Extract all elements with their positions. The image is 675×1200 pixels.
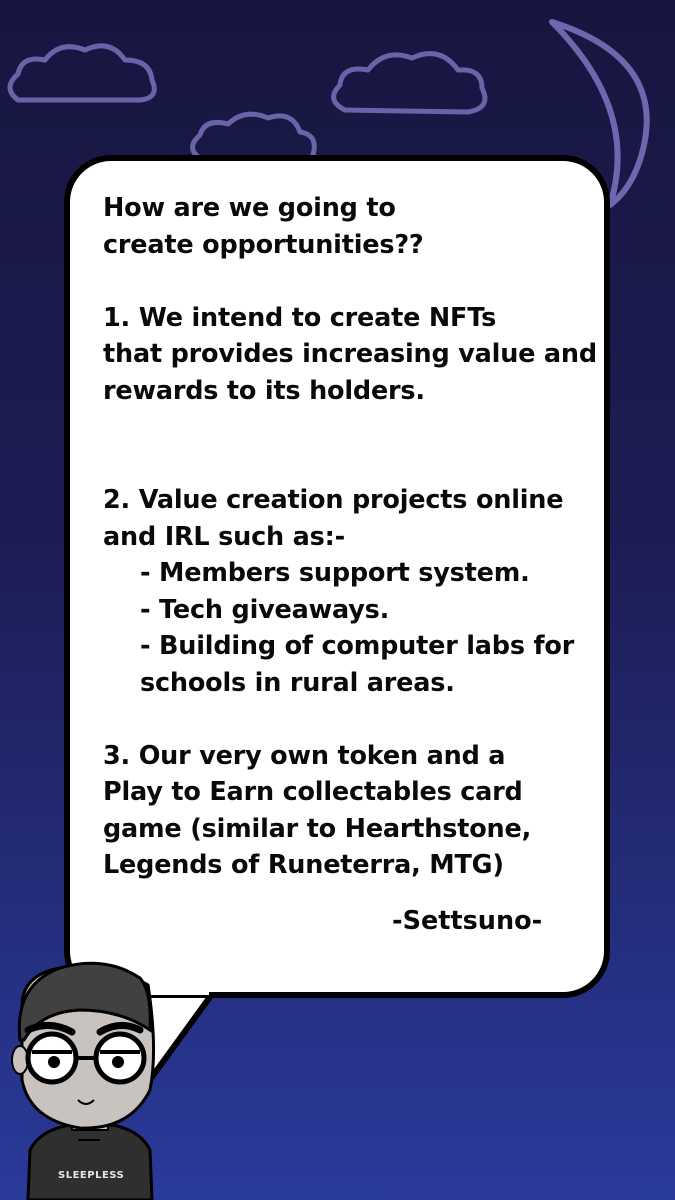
speech-bubble-text — [103, 190, 603, 884]
point-3-line: 3. Our very own token and a — [103, 740, 506, 771]
point-2-line: 2. Value creation projects online — [103, 485, 564, 515]
heading-line: create opportunities?? — [103, 229, 424, 260]
point-2-item: - Members support system. — [140, 558, 530, 588]
point-1-line: 1. We intend to create NFTs — [103, 302, 497, 333]
point-2-item: schools in rural areas. — [140, 667, 455, 698]
cloud-outline-icon — [10, 46, 154, 100]
signature: -Settsuno- — [392, 906, 543, 936]
point-1-line: that provides increasing value and — [103, 339, 597, 369]
cloud-outline-icon — [193, 114, 315, 158]
point-1-line: rewards to its holders. — [103, 375, 425, 406]
character-avatar — [12, 963, 154, 1200]
shirt-label: SLEEPLESS — [58, 1170, 125, 1181]
character-shirt — [28, 1125, 152, 1200]
cloud-outline-icon — [334, 54, 485, 112]
heading-line: How are we going to — [103, 193, 396, 223]
point-2-line: and IRL such as:- — [103, 521, 345, 552]
point-3-line: Play to Earn collectables card — [103, 777, 523, 807]
point-2-item: - Building of computer labs for — [140, 631, 575, 661]
point-3-line: game (similar to Hearthstone, — [103, 813, 532, 844]
point-2-item: - Tech giveaways. — [140, 594, 390, 625]
point-3-line: Legends of Runeterra, MTG) — [103, 850, 504, 880]
